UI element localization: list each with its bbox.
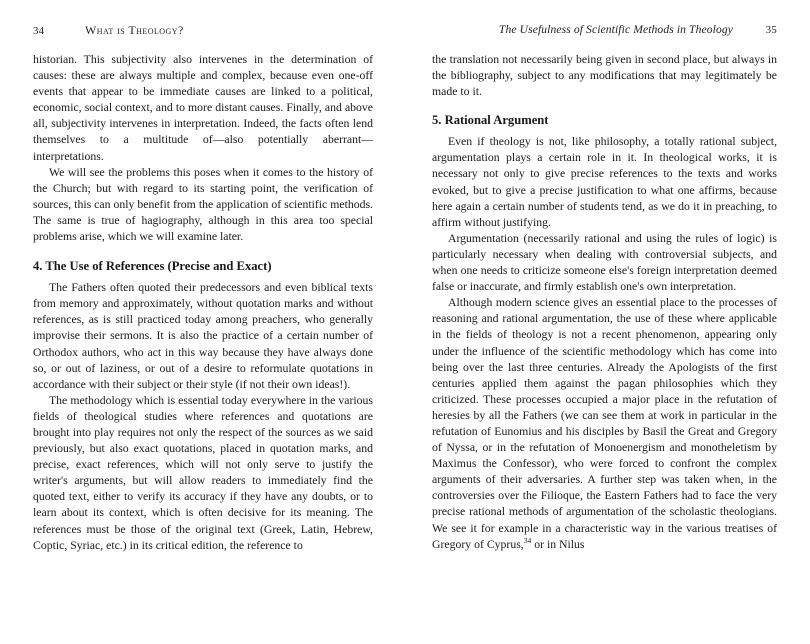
paragraph: We will see the problems this poses when it comes to the history of the Church; but with regard to its starting point, the verification of sources, this can only benefit from the application of scientific methods. The same is true of hagiography, although in this area too special problems arise, which we will examine later. xyxy=(33,165,373,244)
section-heading-5: 5. Rational Argument xyxy=(432,113,549,128)
footnote-marker: 34 xyxy=(523,535,532,545)
running-head-right xyxy=(432,22,777,38)
running-head-title-right: The Usefulness of Scientific Methods in Theology xyxy=(498,23,733,36)
paragraph: Argumentation (necessarily rational and using the rules of logic) is particularly necessary when dealing with controversial subjects, and when one needs to criticize someone else's foreign interpretation deemed false or inaccurate, and firmly establish one's own interpretation. xyxy=(432,231,777,294)
paragraph: Even if theology is not, like philosophy, a totally rational subject, argumentation plays a certain role in it. In theological works, it is necessary not only to give precise references to the texts and works evoked, but to give a precise justification to what one affirms, because here again a certain number of students tend, as we do it in preaching, to affirm without justifying. xyxy=(432,135,777,229)
page-number-left: 34 xyxy=(33,25,45,37)
paragraph: The Fathers often quoted their predecessors and even biblical texts from memory and approximately, without quotation marks and without references, as is still practiced today among preachers, who generally improvise their sermons. It is also the practice of a certain number of Orthodox authors, who act in this way because they have always done so, or out of laziness, or out of a desire to reformulate quotations in accordance with their subject or their style (if not their own ideas!). xyxy=(33,281,373,391)
paragraph-with-footnote xyxy=(432,295,777,553)
section-heading-4: 4. The Use of References (Precise and Exact) xyxy=(33,259,272,274)
running-head-left xyxy=(33,22,373,38)
running-head-title-left: What is Theology? xyxy=(85,23,184,37)
text-column-left xyxy=(33,52,373,554)
page-number-right: 35 xyxy=(765,24,777,36)
paragraph-continuation: the translation not necessarily being given in second place, but always in the bibliography, subject to any modifications that may legitimately be made to it. xyxy=(432,53,777,99)
paragraph: historian. This subjectivity also intervenes in the determination of causes: these are always multiple and complex, because even one-off events that appear to be immediate causes are linked to a political, economic, social context, and to more distant causes. Finally, and above all, subjectivity intervenes in interpretation. Indeed, the facts often lend themselves to a multitude of—also potentially aberrant—interpretations. xyxy=(33,53,373,163)
text-column-right xyxy=(432,52,777,553)
paragraph-text-after-footnote: or in Nilus xyxy=(531,537,585,551)
paragraph-text-before-footnote: Although modern science gives an essential place to the processes of reasoning and rational argumentation, the use of these where applicable in the fields of theology is not a recent phenomenon, appearing only under the influence of the scientific methodology which has come into being over the last three centuries. Already the Apologists of the first centuries applied them against the pagan philosophies which they criticized. These processes occupied a major place in the refutation of heresies by all the Fathers (we can see them at work in particular in the refutation of Eunomius and his disciples by Basil the Great and Gregory of Nyssa, or in the refutation of Monoenergism and monotheletism by Maximus the Confessor), who were forced to confront the complex arguments of their adversaries. A further step was taken when, in the controversies over the Filioque, the Eastern Fathers had to face the very precise rational methods of argumentation of the scholastic theologians. We see it for example in a characteristic way in the various treatises of Gregory of Cyprus, xyxy=(432,296,777,551)
paragraph: The methodology which is essential today everywhere in the various fields of theological studies where references and quotations are brought into play requires not only the respect of the sources as we said previously, but also exact quotations, placed in quotation marks, and precise, exact references, which will not only serve to justify the writer's arguments, but will allow readers to immediately find the quoted text, either to verify its accuracy if they have any doubts, or to learn about its context, which is often decisive for its meaning. The references must be those of the original text (Greek, Latin, Hebrew, Coptic, Syriac, etc.) in its critical edition, the reference to xyxy=(33,393,373,552)
